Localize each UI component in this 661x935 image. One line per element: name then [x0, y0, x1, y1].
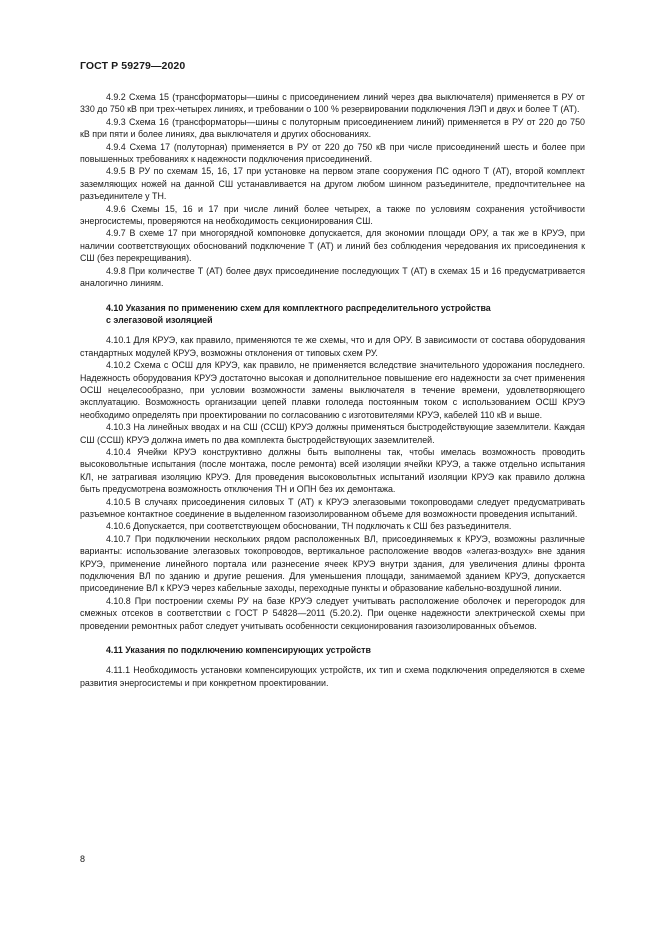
section-heading-4-11: 4.11 Указания по подключению компенсирующих устройств: [106, 645, 371, 656]
document-body: [80, 91, 585, 689]
paragraph-4-9-7: 4.9.7 В схеме 17 при многорядной компоновке допускается, для экономии площади ОРУ, а так же в КРУЭ, при наличии соответствующих обоснований подключение Т (АТ) и линий без соблюдения чередования их присоединения к СШ (без перекрещивания).: [80, 228, 585, 264]
section-heading-4-10: [80, 302, 585, 327]
paragraph-4-9-6: 4.9.6 Схемы 15, 16 и 17 при числе линий более четырех, а также по условиям сохранения устойчивости энергосистемы, проверяются на необходимость секционирования СШ.: [80, 203, 585, 227]
paragraph-4-11-1: 4.11.1 Необходимость установки компенсирующих устройств, их тип и схема подключения определяются в схеме развития энергосистемы и при конкретном проектировании.: [80, 665, 585, 688]
paragraph-4-9-8: 4.9.8 При количестве Т (АТ) более двух присоединение последующих Т (АТ) в схемах 15 и 16 предусматривается аналогично линиям.: [80, 265, 585, 289]
page-number: 8: [80, 854, 86, 864]
paragraph-4-10-6: 4.10.6 Допускается, при соответствующем обосновании, ТН подключать к СШ без разъединителя.: [106, 521, 512, 532]
document-header: ГОСТ Р 59279—2020: [80, 60, 186, 72]
paragraph-4-10-2: 4.10.2 Схема с ОСШ для КРУЭ, как правило, не применяется вследствие значительного удорожания последнего. Надежность оборудования КРУЭ достаточно высокая и дополнительное повышение его надежности за счет применения ОСШ нецелесообразно, при условии возможности замены выключателя в течение времени, удовлетворяющего эксплуатацию. Возможность организации цепей плавки гололеда постоянным током с использованием ОСШ КРУЭ необходимо определять при проектировании по согласованию с изготовителями КРУЭ, кабелей 110 кВ и выше.: [80, 360, 585, 420]
paragraph-4-10-1: 4.10.1 Для КРУЭ, как правило, применяются те же схемы, что и для ОРУ. В зависимости от состава оборудования стандартных модулей КРУЭ, возможны отклонения от типовых схем РУ.: [80, 335, 585, 358]
section-heading-4-10-line2: с элегазовой изоляцией: [106, 314, 213, 325]
paragraph-4-9-5: 4.9.5 В РУ по схемам 15, 16, 17 при установке на первом этапе сооружения ПС одного Т (АТ), второй комплект заземляющих ножей на данной СШ устанавливается на другом любом шинном разъединителе, предпочтительнее на разъединителе у ТН.: [80, 166, 585, 202]
section-heading-4-10-line1: 4.10 Указания по применению схем для комплектного распределительного устройства: [106, 302, 491, 313]
paragraph-4-9-4: 4.9.4 Схема 17 (полуторная) применяется в РУ от 220 до 750 кВ при числе присоединений шесть и более при повышенных требованиях к надежности подключения присоединений.: [80, 141, 585, 165]
paragraph-4-9-3: 4.9.3 Схема 16 (трансформаторы—шины с полуторным присоединением линий) применяется в РУ от 220 до 750 кВ при пяти и более линиях, два выключателя и других обоснованиях.: [80, 116, 585, 140]
paragraph-4-10-3: 4.10.3 На линейных вводах и на СШ (СCШ) КРУЭ должны применяться быстродействующие заземлители. Каждая СШ (СCШ) КРУЭ должна иметь по два комплекта быстродействующих заземлителей.: [80, 422, 585, 445]
paragraph-4-9-2: 4.9.2 Схема 15 (трансформаторы—шины с присоединением линий через два выключателя) применяется в РУ от 330 до 750 кВ при трех-четырех линиях, и требовании о 100 % резервировании подключения ЛЭП и двух и более Т (АТ).: [80, 92, 585, 115]
paragraph-4-10-4: 4.10.4 Ячейки КРУЭ конструктивно должны быть выполнены так, чтобы имелась возможность проводить высоковольтные испытания (после монтажа, после ремонта) всей изоляции ячейки КРУЭ, а также отдельно испытания КЛ, не затрагивая изоляцию КРУЭ. Для проведения высоковольтных испытаний изоляции КРУЭ как правило должна быть предусмотрена возможность отключения ТН и ОПН без их демонтажа.: [80, 446, 585, 495]
paragraph-4-10-5: 4.10.5 В случаях присоединения силовых Т (АТ) к КРУЭ элегазовыми токопроводами следует предусматривать разъемное контактное соединение в выделенном газоизолированном объеме для возможности проведения испытаний.: [80, 496, 585, 519]
paragraph-4-10-8: 4.10.8 При построении схемы РУ на базе КРУЭ следует учитывать расположение оболочек и перегородок для смежных отсеков в соответствии с ГОСТ Р 54828—2011 (5.20.2). При оценке надежности электрической схемы при проведении ремонтных работ следует учитывать особенности секционирования газоизолированных объемов.: [80, 595, 585, 631]
paragraph-4-10-7: 4.10.7 При подключении нескольких рядом расположенных ВЛ, присоединяемых к КРУЭ, возможны различные варианты: использование элегазовых токопроводов, вертикальное расположение вводов «элегаз-воздух» вне здания КРУЭ, применение линейного портала или разнесение ячеек КРУЭ внутри здания, для увеличения длины фронта подключения ВЛ по зданию и другие решения. Для уменьшения площади, занимаемой зданием КРУЭ, допускается присоединение ВЛ к КРУЭ через кабельные заходы, переходные пункты и образование кабельно-воздушной линии.: [80, 533, 585, 594]
